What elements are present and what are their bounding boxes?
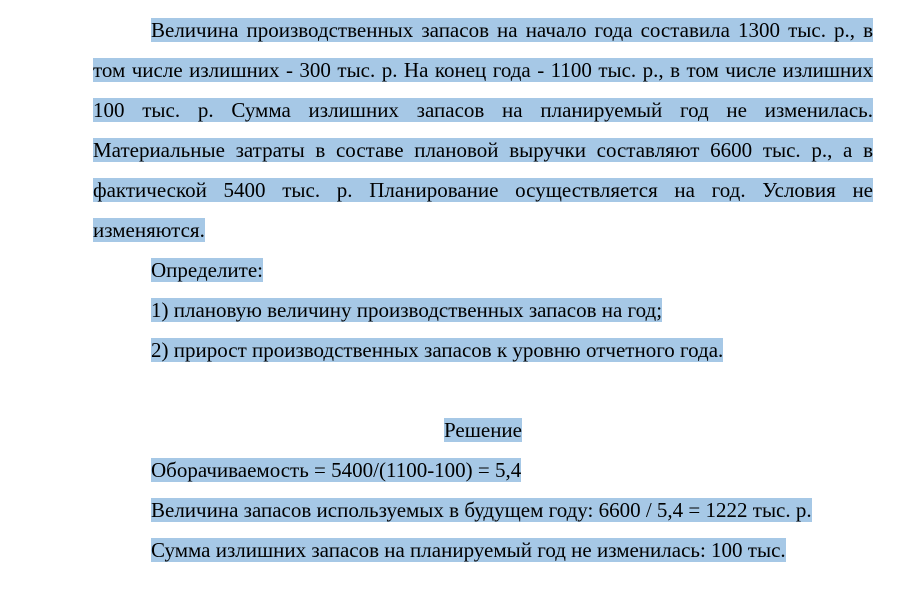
- document-body: [93, 10, 873, 570]
- problem-text: Величина производственных запасов на начало года составила 1300 тыс. р., в том числе излишних - 300 тыс. р. На конец года - 1100 тыс. р., в том числе излишних 100 тыс. р. Сумма излишних запасов на планируемый год не изменилась. Материальные затраты в составе плановой выручки составляют 6600 тыс. р., а в фактической 5400 тыс. р. Планирование осуществляется на год. Условия не изменяются.: [93, 18, 873, 242]
- solution-line-3-text: Сумма излишних запасов на планируемый год не изменилась: 100 тыс.: [151, 538, 786, 562]
- blank-line: [93, 370, 873, 410]
- solution-heading-text: Решение: [443, 418, 522, 442]
- solution-line-1-text: Оборачиваемость = 5400/(1100-100) = 5,4: [151, 458, 522, 482]
- problem-paragraph[interactable]: [93, 10, 873, 250]
- solution-line-2[interactable]: [93, 490, 873, 530]
- task-item-2-text: 2) прирост производственных запасов к уровню отчетного года.: [151, 338, 724, 362]
- task-item-2[interactable]: [93, 330, 873, 370]
- task-heading[interactable]: [93, 250, 873, 290]
- solution-line-3[interactable]: [93, 530, 873, 570]
- solution-line-2-text: Величина запасов используемых в будущем году: 6600 / 5,4 = 1222 тыс. р.: [151, 498, 812, 522]
- solution-line-1[interactable]: [93, 450, 873, 490]
- task-heading-text: Определите:: [151, 258, 264, 282]
- task-item-1-text: 1) плановую величину производственных запасов на год;: [151, 298, 663, 322]
- task-item-1[interactable]: [93, 290, 873, 330]
- solution-heading[interactable]: [93, 410, 873, 450]
